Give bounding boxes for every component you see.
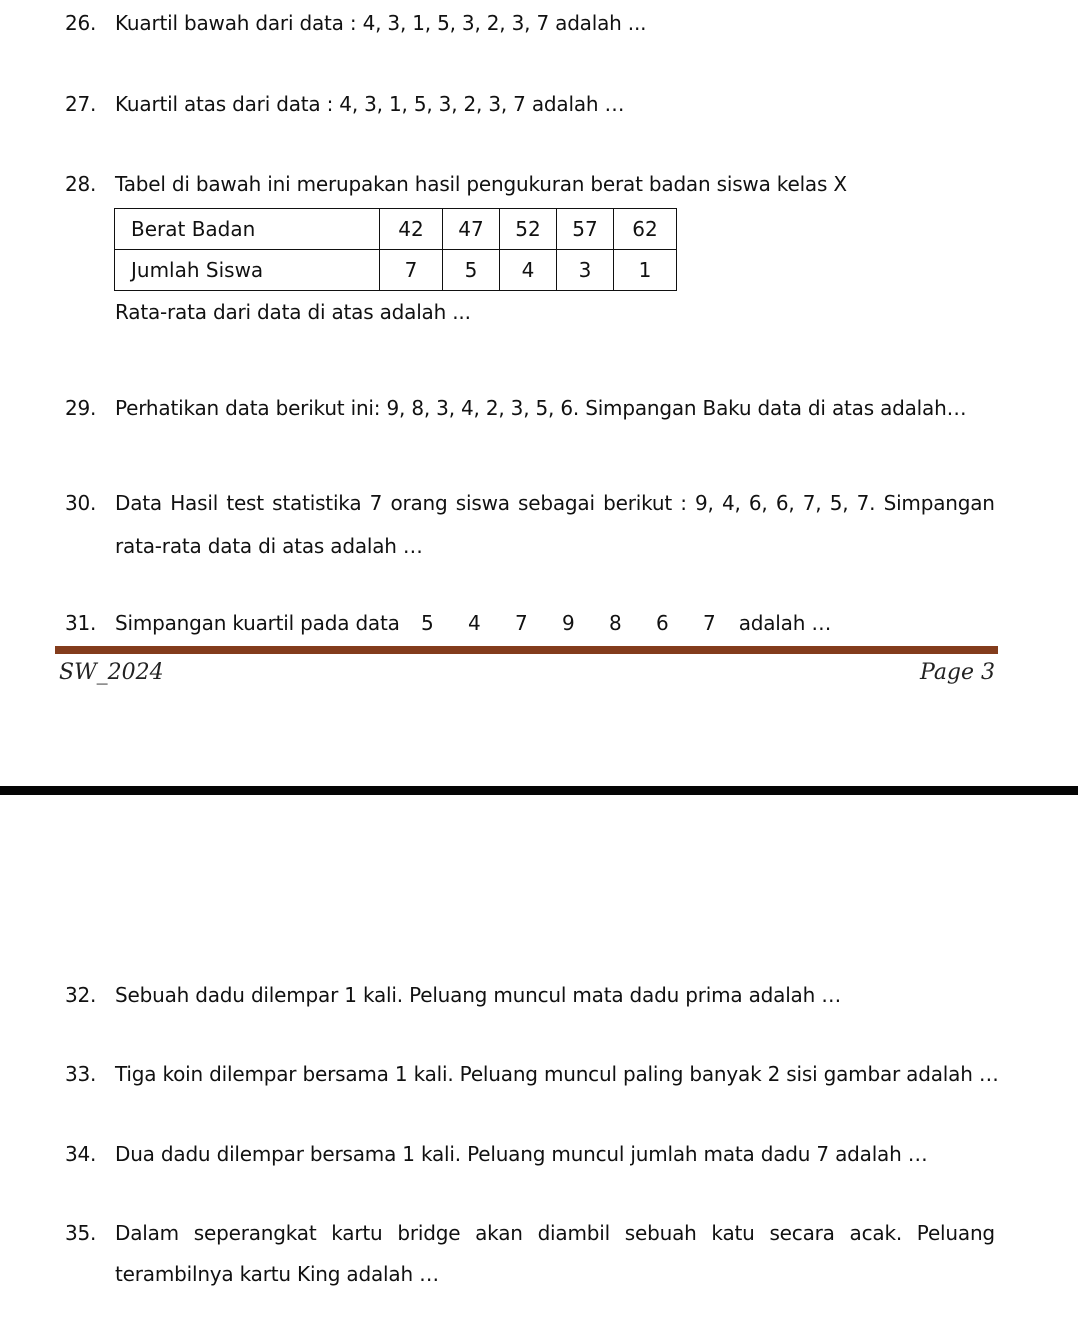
word: : (680, 491, 687, 515)
word: 4, (721, 491, 741, 515)
table-cell: 7 (380, 250, 443, 291)
question-text: Kuartil atas dari data : 4, 3, 1, 5, 3, 2, 3, 7 adalah … (115, 92, 625, 116)
question-34 (65, 1142, 928, 1166)
question-number: 28. (65, 172, 97, 196)
question-number: 26. (65, 11, 97, 35)
word: test (226, 491, 264, 515)
question-31 (65, 611, 831, 635)
question-35-line2: terambilnya kartu King adalah … (115, 1262, 439, 1286)
table-cell: 57 (557, 209, 614, 250)
word: sebuah (624, 1221, 697, 1245)
word: 7. (856, 491, 876, 515)
table-header-cell: Berat Badan (115, 209, 380, 250)
table-cell: 52 (500, 209, 557, 250)
footer-divider (55, 646, 998, 654)
footer-author: SW_2024 (59, 660, 164, 685)
word: sebagai (518, 491, 595, 515)
question-text: Tabel di bawah ini merupakan hasil pengukuran berat badan siswa kelas X (115, 172, 847, 196)
question-number: 30. (65, 491, 97, 515)
question-number: 29. (65, 396, 97, 420)
question-30 (65, 491, 995, 515)
word: siswa (455, 491, 510, 515)
data-value: 4 (467, 611, 481, 635)
word: statistika (272, 491, 362, 515)
question-26 (65, 11, 646, 35)
weight-table (114, 208, 677, 291)
question-text-line (115, 491, 995, 515)
table-cell: 47 (443, 209, 500, 250)
word: Simpangan (883, 491, 995, 515)
word: orang (390, 491, 448, 515)
word: kartu (331, 1221, 383, 1245)
question-text: Perhatikan data berikut ini: 9, 8, 3, 4, 2, 3, 5, 6. Simpangan Baku data di atas adalah… (115, 396, 967, 420)
question-32 (65, 983, 841, 1007)
question-28 (65, 172, 847, 196)
question-number: 27. (65, 92, 97, 116)
question-text: Sebuah dadu dilempar 1 kali. Peluang muncul mata dadu prima adalah … (115, 983, 842, 1007)
word: 7 (369, 491, 383, 515)
word: Dalam (115, 1221, 179, 1245)
question-text-line (115, 1221, 995, 1245)
question-35 (65, 1221, 995, 1245)
table-cell: 3 (557, 250, 614, 291)
word: 9, (695, 491, 714, 515)
word: bridge (397, 1221, 461, 1245)
table-cell: 4 (500, 250, 557, 291)
data-value: 7 (514, 611, 528, 635)
question-29 (65, 396, 966, 420)
question-number: 33. (65, 1062, 97, 1086)
question-number: 34. (65, 1142, 97, 1166)
word: berikut (603, 491, 672, 515)
word: Peluang (916, 1221, 995, 1245)
question-28-after: Rata-rata dari data di atas adalah ... (115, 300, 471, 324)
data-value: 9 (561, 611, 575, 635)
question-number: 35. (65, 1221, 97, 1245)
question-30-line2: rata-rata data di atas adalah … (115, 534, 423, 558)
word: 5, (829, 491, 849, 515)
question-suffix: adalah … (738, 611, 832, 635)
page-break-divider (0, 786, 1078, 795)
word: 6, (775, 491, 795, 515)
table-header-cell: Jumlah Siswa (115, 250, 380, 291)
data-value: 7 (702, 611, 716, 635)
footer-page-number: Page 3 (920, 660, 996, 685)
table-cell: 5 (443, 250, 500, 291)
question-number: 32. (65, 983, 97, 1007)
word: katu (711, 1221, 755, 1245)
word: acak. (849, 1221, 902, 1245)
question-text: Simpangan kuartil pada data (115, 611, 400, 635)
table-cell: 42 (380, 209, 443, 250)
table-row (115, 209, 677, 250)
word: secara (769, 1221, 835, 1245)
word: 6, (748, 491, 768, 515)
question-number: 31. (65, 611, 97, 635)
table-cell: 1 (614, 250, 677, 291)
question-text: Tiga koin dilempar bersama 1 kali. Peluang muncul paling banyak 2 sisi gambar adalah … (115, 1062, 999, 1086)
data-value: 8 (608, 611, 622, 635)
word: akan (475, 1221, 523, 1245)
question-text: Kuartil bawah dari data : 4, 3, 1, 5, 3, 2, 3, 7 adalah ... (115, 11, 647, 35)
word: Hasil (170, 491, 219, 515)
table-cell: 62 (614, 209, 677, 250)
word: Data (115, 491, 162, 515)
question-33 (65, 1062, 999, 1086)
word: 7, (802, 491, 822, 515)
table-row (115, 250, 677, 291)
data-value: 6 (655, 611, 669, 635)
word: seperangkat (193, 1221, 317, 1245)
question-27 (65, 92, 624, 116)
data-value: 5 (420, 611, 434, 635)
question-text: Dua dadu dilempar bersama 1 kali. Peluang muncul jumlah mata dadu 7 adalah … (115, 1142, 928, 1166)
word: diambil (537, 1221, 610, 1245)
